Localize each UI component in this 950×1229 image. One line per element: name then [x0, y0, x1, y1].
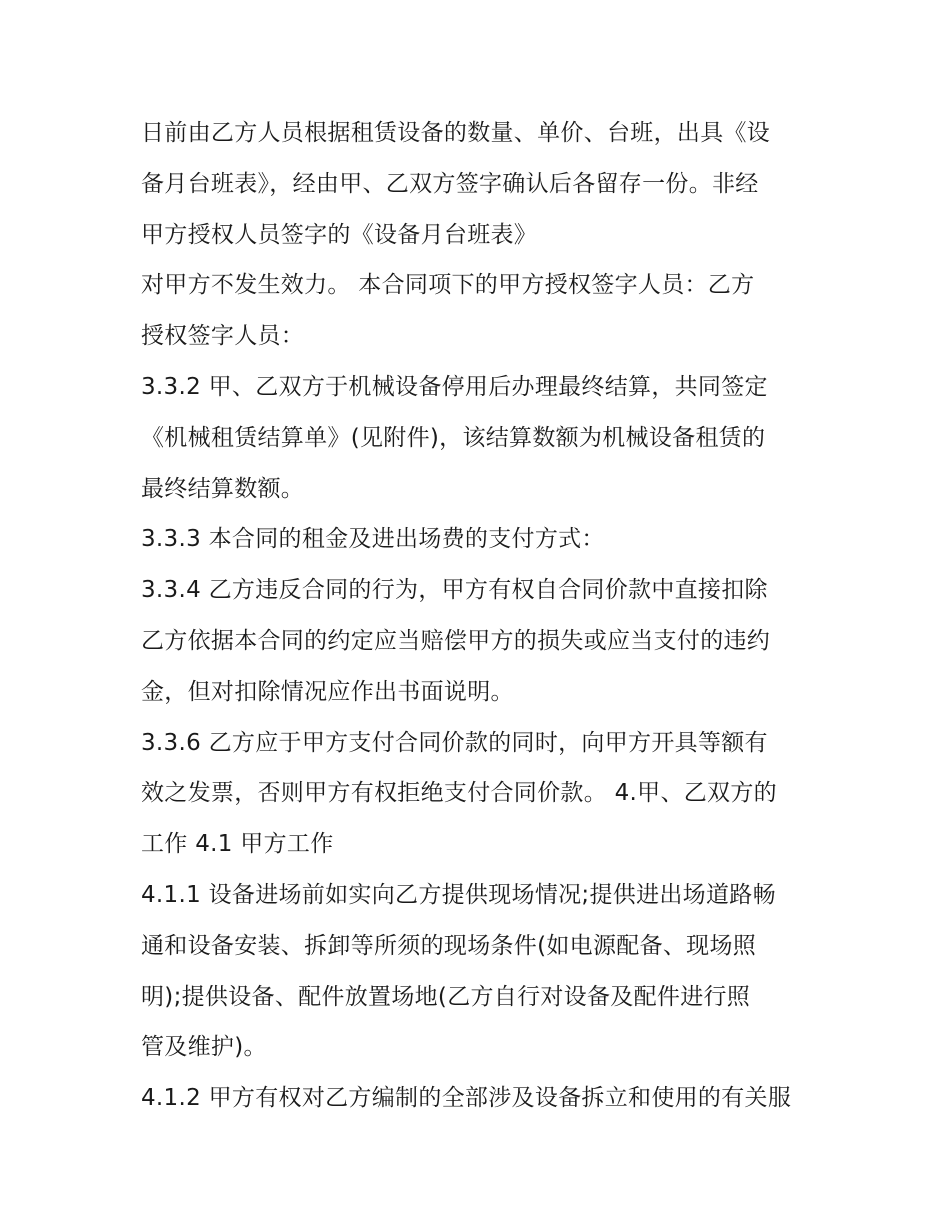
- text-line: 工作 4.1 甲方工作: [141, 831, 334, 858]
- clause-3-3-2: 3.3.2 甲、乙双方于机械设备停用后办理最终结算，共同签定: [141, 373, 768, 400]
- text-line: 最终结算数额。: [141, 475, 305, 502]
- clause-3-3-4: 3.3.4 乙方违反合同的行为，甲方有权自合同价款中直接扣除: [141, 577, 768, 604]
- text-line: 对甲方不发生效力。 本合同项下的甲方授权签字人员：乙方: [141, 272, 755, 299]
- text-line: 明);提供设备、配件放置场地(乙方自行对设备及配件进行照: [141, 983, 751, 1010]
- text-line: 授权签字人员：: [141, 323, 305, 350]
- text-line: 日前由乙方人员根据租赁设备的数量、单价、台班，出具《设: [141, 120, 771, 146]
- document-body: [141, 108, 821, 1124]
- clause-3-3-6: 3.3.6 乙方应于甲方支付合同价款的同时，向甲方开具等额有: [141, 729, 768, 756]
- text-line: 金，但对扣除情况应作出书面说明。: [141, 678, 514, 705]
- text-line: 甲方授权人员签字的《设备月台班表》: [141, 221, 538, 248]
- text-line: 乙方依据本合同的约定应当赔偿甲方的损失或应当支付的违约: [141, 627, 771, 654]
- text-line: 备月台班表》，经由甲、乙双方签字确认后各留存一份。非经: [141, 170, 759, 197]
- text-line: 效之发票，否则甲方有权拒绝支付合同价款。 4.甲、乙双方的: [141, 780, 777, 807]
- text-line: 管及维护)。: [141, 1034, 267, 1061]
- clause-3-3-3: 3.3.3 本合同的租金及进出场费的支付方式：: [141, 526, 605, 553]
- text-line: 通和设备安装、拆卸等所须的现场条件(如电源配备、现场照: [141, 932, 757, 959]
- clause-4-1-1: 4.1.1 设备进场前如实向乙方提供现场情况;提供进出场道路畅: [141, 881, 776, 908]
- text-line: 《机械租赁结算单》(见附件)，该结算数额为机械设备租赁的: [141, 424, 766, 451]
- clause-4-1-2: 4.1.2 甲方有权对乙方编制的全部涉及设备拆立和使用的有关服: [141, 1085, 792, 1112]
